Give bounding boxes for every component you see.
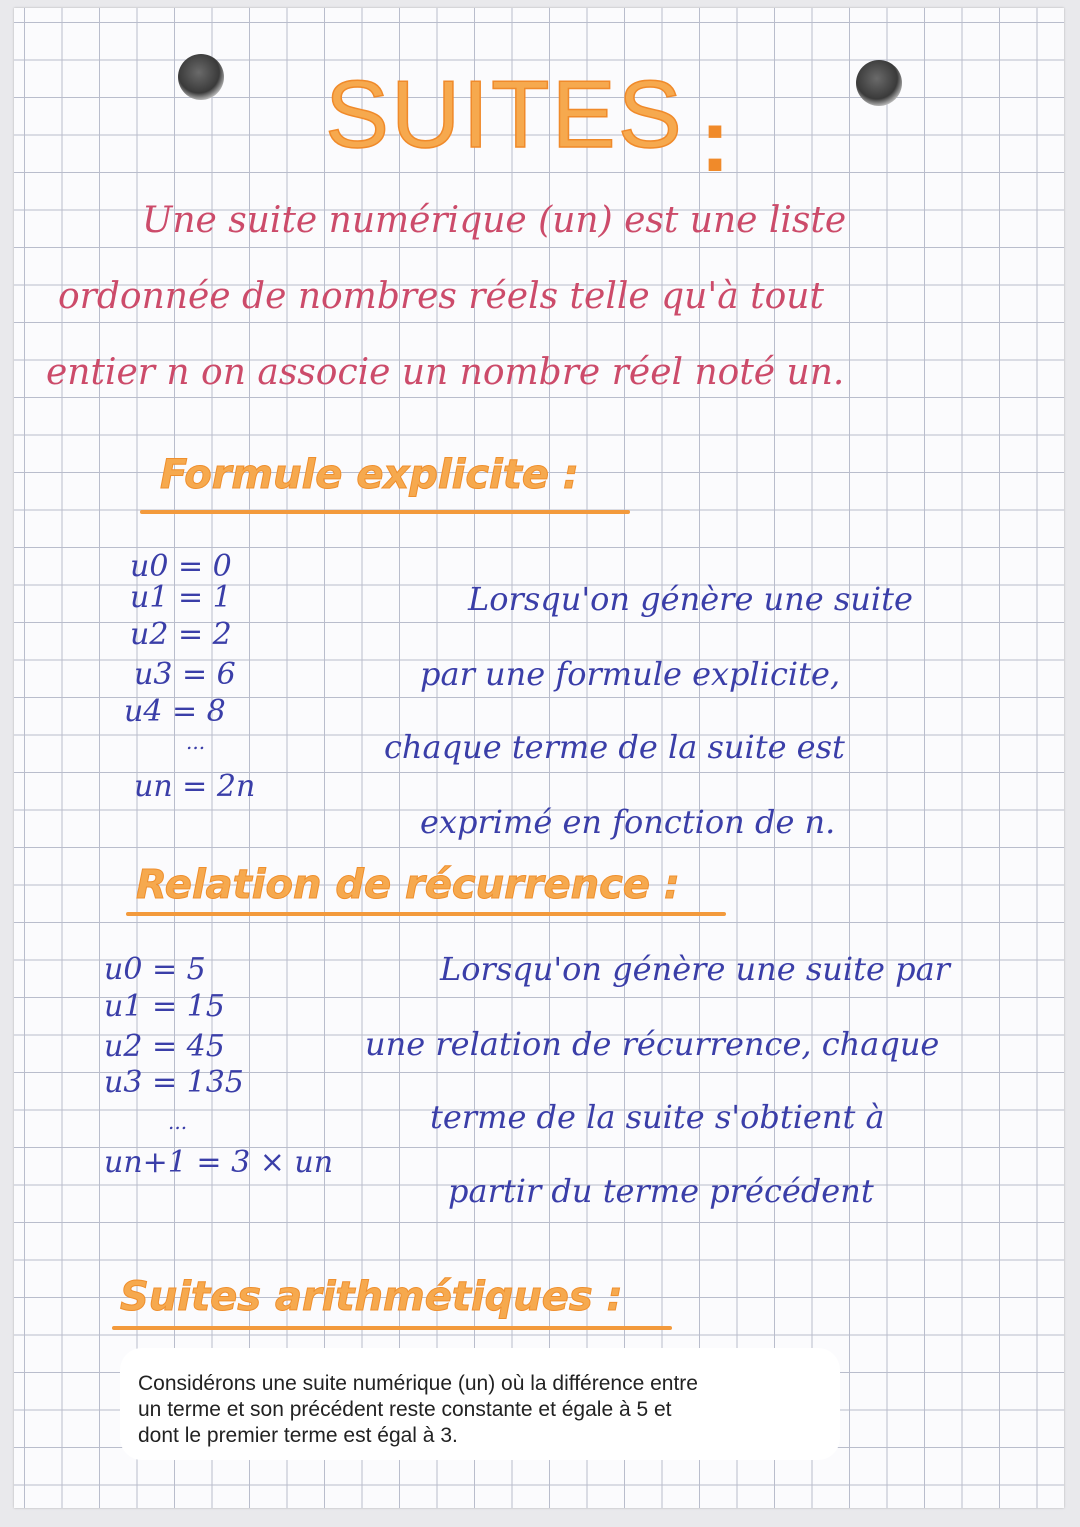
heading-arithmetic: Suites arithmétiques : — [120, 1274, 623, 1320]
recurrence-text-line: partir du terme précédent — [448, 1172, 874, 1210]
explicit-text-line: exprimé en fonction de n. — [420, 803, 836, 841]
recurrence-term: u1 = 15 — [104, 989, 225, 1024]
underline-explicit — [140, 510, 630, 514]
recurrence-text-line: Lorsqu'on génère une suite par — [440, 950, 950, 988]
explicit-text-line: Lorsqu'on génère une suite — [468, 580, 913, 618]
explicit-term: u3 = 6 — [134, 657, 236, 692]
title-colon: : — [700, 91, 730, 191]
explicit-term-general: un = 2n — [134, 769, 256, 804]
explicit-term: u0 = 0 — [130, 549, 232, 584]
printed-line: dont le premier terme est égal à 3. — [138, 1424, 458, 1447]
recurrence-term: u0 = 5 — [104, 952, 206, 987]
underline-arithmetic — [112, 1326, 672, 1330]
printed-line: Considérons une suite numérique (un) où la différence entre — [138, 1372, 698, 1395]
punch-hole-right — [856, 60, 902, 106]
explicit-term: u2 = 2 — [130, 617, 232, 652]
explicit-term: u1 = 1 — [130, 580, 232, 615]
printed-definition-box — [120, 1348, 840, 1460]
recurrence-term: u2 = 45 — [104, 1029, 225, 1064]
explicit-text-line: par une formule explicite, — [420, 655, 841, 693]
recurrence-text-line: terme de la suite s'obtient à — [430, 1098, 885, 1136]
recurrence-term: u3 = 135 — [104, 1065, 244, 1100]
heading-recurrence: Relation de récurrence : — [136, 862, 680, 908]
printed-line: un terme et son précédent reste constante et égale à 5 et — [138, 1398, 672, 1421]
recurrence-text-line: une relation de récurrence, chaque — [365, 1025, 940, 1063]
page-title: SUITES — [325, 61, 684, 168]
explicit-term: u4 = 8 — [124, 694, 226, 729]
explicit-ellipsis: ... — [186, 730, 206, 754]
explicit-text-line: chaque terme de la suite est — [384, 728, 845, 766]
intro-line-1: Une suite numérique (un) est une liste — [142, 200, 847, 241]
intro-line-2: ordonnée de nombres réels telle qu'à tout — [58, 276, 824, 317]
heading-explicit: Formule explicite : — [160, 452, 579, 498]
recurrence-ellipsis: ... — [168, 1110, 188, 1134]
recurrence-term-general: un+1 = 3 × un — [104, 1145, 334, 1180]
intro-line-3: entier n on associe un nombre réel noté un. — [46, 352, 845, 393]
punch-hole-left — [178, 54, 224, 100]
underline-recurrence — [126, 912, 726, 916]
